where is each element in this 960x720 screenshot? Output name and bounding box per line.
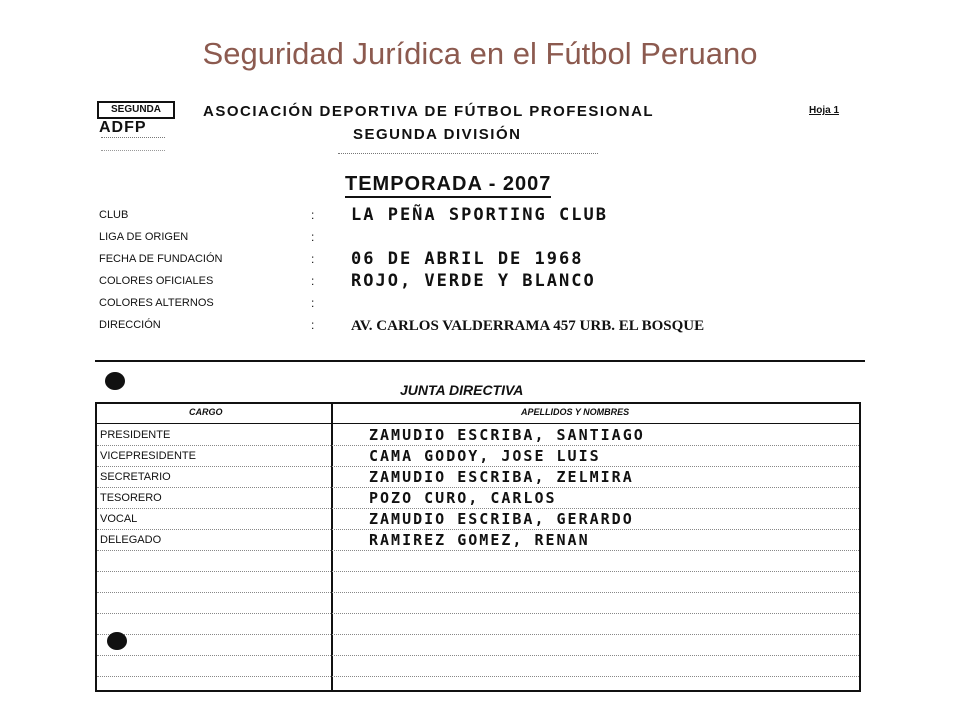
field-value: 06 DE ABRIL DE 1968 [351, 249, 584, 269]
field-label: CLUB [99, 209, 129, 221]
board-member: ZAMUDIO ESCRIBA, ZELMIRA [369, 468, 634, 486]
field-colon: : [311, 296, 315, 310]
table-row-line [97, 508, 859, 509]
board-member: CAMA GODOY, JOSE LUIS [369, 447, 601, 465]
field-colon: : [311, 274, 315, 288]
address-fine-print [338, 153, 598, 155]
season-title: TEMPORADA - 2007 [345, 173, 551, 198]
board-role: PRESIDENTE [100, 429, 171, 441]
field-row-address [99, 315, 859, 337]
board-role: DELEGADO [100, 534, 162, 546]
board-role: VICEPRESIDENTE [100, 450, 196, 462]
table-row-line [97, 676, 859, 677]
board-role: TESORERO [100, 492, 162, 504]
table-row-line [97, 466, 859, 467]
field-label: COLORES ALTERNOS [99, 297, 214, 309]
slide-title: Seguridad Jurídica en el Fútbol Peruano [202, 36, 758, 71]
field-value: LA PEÑA SPORTING CLUB [351, 205, 608, 225]
column-header-role: CARGO [189, 407, 223, 417]
field-colon: : [311, 318, 315, 332]
table-row-line [97, 487, 859, 488]
punch-hole-icon [107, 632, 127, 650]
board-role: SECRETARIO [100, 471, 171, 483]
field-colon: : [311, 230, 315, 244]
board-title: JUNTA DIRECTIVA [400, 382, 524, 398]
table-row-line [97, 613, 859, 614]
field-row-official-colors [99, 271, 859, 293]
field-colon: : [311, 252, 315, 266]
table-row-line [97, 529, 859, 530]
division-name: SEGUNDA DIVISIÓN [353, 126, 522, 143]
column-header-name: APELLIDOS Y NOMBRES [521, 407, 630, 417]
field-colon: : [311, 208, 315, 222]
field-label: FECHA DE FUNDACIÓN [99, 253, 223, 265]
board-role: VOCAL [100, 513, 138, 525]
sheet-label: Hoja 1 [809, 105, 840, 116]
league-logo-box: SEGUNDA [97, 101, 175, 119]
org-name: ASOCIACIÓN DEPORTIVA DE FÚTBOL PROFESIONAL [203, 103, 655, 120]
column-divider [331, 404, 333, 690]
scanned-form [93, 95, 868, 695]
table-row-line [97, 550, 859, 551]
table-row-line [97, 634, 859, 635]
field-value: AV. CARLOS VALDERRAMA 457 URB. EL BOSQUE [351, 318, 705, 334]
field-label: DIRECCIÓN [99, 319, 161, 331]
logo-fine-print [101, 137, 165, 151]
board-member: POZO CURO, CARLOS [369, 489, 557, 507]
table-row-line [97, 445, 859, 446]
board-table [95, 402, 861, 692]
header-rule [97, 423, 859, 424]
field-label: COLORES OFICIALES [99, 275, 214, 287]
field-row-club [99, 205, 859, 227]
field-value: ROJO, VERDE Y BLANCO [351, 271, 596, 291]
board-member: ZAMUDIO ESCRIBA, SANTIAGO [369, 426, 645, 444]
table-row-line [97, 592, 859, 593]
field-row-league [99, 227, 859, 249]
board-member: RAMIREZ GOMEZ, RENAN [369, 531, 590, 549]
field-row-alternate-colors [99, 293, 859, 315]
league-logo-text: ADFP [99, 119, 147, 136]
board-member: ZAMUDIO ESCRIBA, GERARDO [369, 510, 634, 528]
table-row-line [97, 571, 859, 572]
table-row-line [97, 655, 859, 656]
punch-hole-icon [105, 372, 125, 390]
field-row-founding-date [99, 249, 859, 271]
section-rule [95, 360, 865, 362]
field-label: LIGA DE ORIGEN [99, 231, 189, 243]
